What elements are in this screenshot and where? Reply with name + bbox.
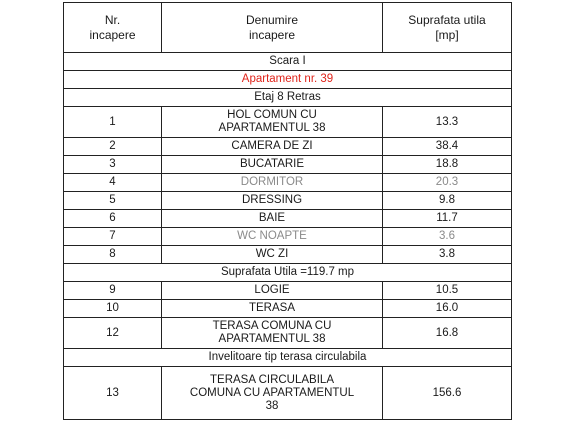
- section-label: Scara I: [64, 53, 512, 71]
- table-row: [64, 138, 512, 156]
- header-nr-text: Nr. incapere: [89, 12, 136, 42]
- room-name-cell: TERASA: [162, 300, 383, 318]
- room-name-cell: BUCATARIE: [162, 156, 383, 174]
- room-area-cell: 3.6: [383, 228, 512, 246]
- room-area-cell: 18.8: [383, 156, 512, 174]
- room-name-cell: TERASA CIRCULABILA COMUNA CU APARTAMENTUL 38: [162, 367, 383, 420]
- room-name-cell: DORMITOR: [162, 174, 383, 192]
- room-name-cell: HOL COMUN CU APARTAMENTUL 38: [162, 107, 383, 138]
- room-name-cell: TERASA COMUNA CU APARTAMENTUL 38: [162, 318, 383, 349]
- table-row: [64, 156, 512, 174]
- room-number-cell: 13: [64, 367, 162, 420]
- header-suprafata-utila: [383, 3, 512, 53]
- room-number-cell: 12: [64, 318, 162, 349]
- room-area-cell: 38.4: [383, 138, 512, 156]
- table-row: [64, 192, 512, 210]
- room-area-cell: 20.3: [383, 174, 512, 192]
- room-number-cell: 1: [64, 107, 162, 138]
- room-area-table: [63, 2, 512, 420]
- room-name-cell: LOGIE: [162, 282, 383, 300]
- table-row: [64, 318, 512, 349]
- table-row: [64, 246, 512, 264]
- room-area-cell: 13.3: [383, 107, 512, 138]
- table-row: [64, 228, 512, 246]
- section-row: [64, 264, 512, 282]
- section-label: Apartament nr. 39: [64, 71, 512, 89]
- header-area-text: Suprafata utila [mp]: [408, 12, 486, 42]
- section-row: [64, 53, 512, 71]
- header-denumire-incapere: [162, 3, 383, 53]
- room-number-cell: 5: [64, 192, 162, 210]
- table-row: [64, 174, 512, 192]
- room-number-cell: 4: [64, 174, 162, 192]
- room-name-cell: DRESSING: [162, 192, 383, 210]
- section-row: [64, 349, 512, 367]
- table-row: [64, 367, 512, 420]
- table-row: [64, 282, 512, 300]
- header-nr-incapere: [64, 3, 162, 53]
- room-number-cell: 8: [64, 246, 162, 264]
- section-label: Etaj 8 Retras: [64, 89, 512, 107]
- room-name-cell: WC NOAPTE: [162, 228, 383, 246]
- room-name-cell: WC ZI: [162, 246, 383, 264]
- section-label: Invelitoare tip terasa circulabila: [64, 349, 512, 367]
- room-area-cell: 16.0: [383, 300, 512, 318]
- room-number-cell: 6: [64, 210, 162, 228]
- room-area-cell: 16.8: [383, 318, 512, 349]
- section-row: [64, 89, 512, 107]
- room-number-cell: 9: [64, 282, 162, 300]
- header-name-text: Denumire incapere: [245, 12, 299, 42]
- room-area-cell: 9.8: [383, 192, 512, 210]
- room-area-cell: 10.5: [383, 282, 512, 300]
- room-area-cell: 3.8: [383, 246, 512, 264]
- table-row: [64, 107, 512, 138]
- table-row: [64, 300, 512, 318]
- room-area-cell: 156.6: [383, 367, 512, 420]
- room-number-cell: 10: [64, 300, 162, 318]
- table-body: [64, 53, 512, 420]
- room-name-cell: CAMERA DE ZI: [162, 138, 383, 156]
- section-row: [64, 71, 512, 89]
- room-number-cell: 7: [64, 228, 162, 246]
- table-header-row: [64, 3, 512, 53]
- room-area-cell: 11.7: [383, 210, 512, 228]
- section-label: Suprafata Utila =119.7 mp: [64, 264, 512, 282]
- table-row: [64, 210, 512, 228]
- room-number-cell: 3: [64, 156, 162, 174]
- room-number-cell: 2: [64, 138, 162, 156]
- room-name-cell: BAIE: [162, 210, 383, 228]
